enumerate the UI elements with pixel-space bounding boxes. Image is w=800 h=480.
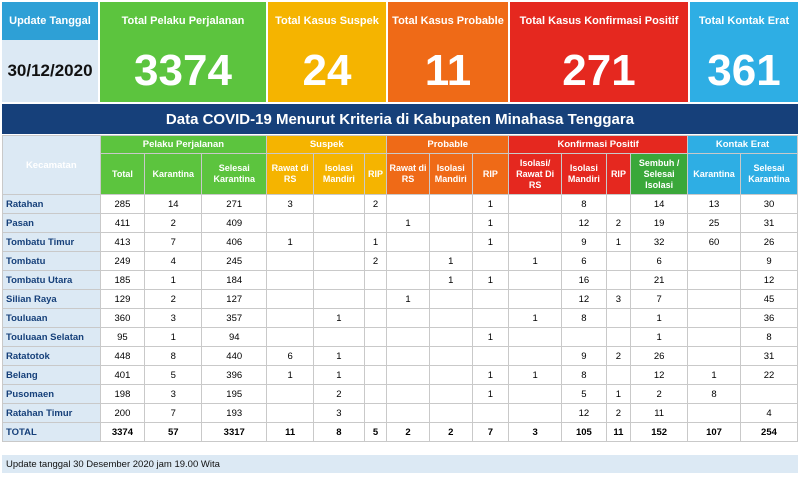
table-cell: 360	[100, 309, 145, 328]
table-cell: 1	[606, 385, 630, 404]
table-cell: 1	[509, 366, 562, 385]
table-cell	[688, 252, 741, 271]
suspek-box	[268, 2, 386, 102]
table-cell	[387, 404, 430, 423]
summary-panel	[2, 2, 798, 102]
table-cell: 25	[688, 214, 741, 233]
table-cell	[267, 290, 314, 309]
konfirmasi-value: 271	[510, 40, 688, 102]
table-row	[3, 309, 798, 328]
table-cell: 1	[387, 290, 430, 309]
table-cell: 1	[145, 328, 202, 347]
table-row	[3, 404, 798, 423]
table-cell: 12	[631, 366, 688, 385]
table-cell: 245	[202, 252, 267, 271]
table-cell: 94	[202, 328, 267, 347]
col-header: Rawat di RS	[387, 154, 430, 195]
table-cell: 12	[562, 404, 607, 423]
table-cell	[429, 195, 472, 214]
table-cell: 3374	[100, 423, 145, 442]
table-cell: 2	[145, 214, 202, 233]
update-date-box	[2, 2, 98, 102]
update-footer: Update tanggal 30 Desember 2020 jam 19.00 Wita	[2, 455, 798, 473]
table-cell: 2	[631, 385, 688, 404]
col-header: Sembuh / Selesai Isolasi	[631, 154, 688, 195]
table-cell: 8	[562, 309, 607, 328]
table-cell	[314, 252, 365, 271]
table-cell	[688, 309, 741, 328]
total-pelaku-label: Total Pelaku Perjalanan	[100, 2, 266, 40]
table-cell: 14	[145, 195, 202, 214]
col-header: Isolasi/ Rawat Di RS	[509, 154, 562, 195]
table-cell: 285	[100, 195, 145, 214]
table-cell	[429, 347, 472, 366]
table-cell: 3	[314, 404, 365, 423]
table-cell: 19	[631, 214, 688, 233]
table-cell: 2	[429, 423, 472, 442]
table-cell: 185	[100, 271, 145, 290]
table-cell	[509, 328, 562, 347]
table-cell: 3	[267, 195, 314, 214]
table-cell: 1	[631, 328, 688, 347]
table-cell	[688, 404, 741, 423]
table-cell	[364, 347, 386, 366]
kecamatan-header: Kecamatan	[3, 136, 101, 195]
table-cell	[387, 252, 430, 271]
table-row	[3, 233, 798, 252]
table-cell: 4	[145, 252, 202, 271]
table-cell: 357	[202, 309, 267, 328]
table-cell	[472, 347, 509, 366]
kecamatan-name: Belang	[3, 366, 101, 385]
table-cell	[509, 271, 562, 290]
table-cell: 2	[364, 195, 386, 214]
table-cell: 12	[562, 214, 607, 233]
table-cell: 1	[267, 233, 314, 252]
table-cell: 7	[145, 404, 202, 423]
table-cell: 1	[472, 328, 509, 347]
table-cell: 8	[314, 423, 365, 442]
table-cell: 8	[562, 195, 607, 214]
table-cell	[387, 233, 430, 252]
table-cell	[509, 347, 562, 366]
table-cell	[429, 214, 472, 233]
table-cell: 31	[740, 347, 797, 366]
col-header: RIP	[472, 154, 509, 195]
table-cell	[429, 404, 472, 423]
table-cell	[740, 385, 797, 404]
table-cell	[387, 195, 430, 214]
table-cell	[606, 271, 630, 290]
table-cell: 26	[631, 347, 688, 366]
table-cell	[429, 328, 472, 347]
table-cell	[606, 195, 630, 214]
table-cell: 12	[562, 290, 607, 309]
table-cell: 1	[145, 271, 202, 290]
table-row	[3, 385, 798, 404]
group-kontak: Kontak Erat	[688, 136, 798, 154]
kecamatan-name: Ratatotok	[3, 347, 101, 366]
table-cell: 5	[562, 385, 607, 404]
kontak-value: 361	[690, 40, 798, 102]
table-row	[3, 252, 798, 271]
table-cell	[509, 404, 562, 423]
table-cell	[267, 328, 314, 347]
total-row	[3, 423, 798, 442]
table-cell	[688, 271, 741, 290]
table-cell: 413	[100, 233, 145, 252]
total-pelaku-box	[100, 2, 266, 102]
table-cell: 9	[740, 252, 797, 271]
table-cell	[606, 252, 630, 271]
table-cell: 1	[472, 195, 509, 214]
table-cell: 3	[145, 309, 202, 328]
table-cell	[364, 385, 386, 404]
table-cell	[562, 328, 607, 347]
kecamatan-name: Silian Raya	[3, 290, 101, 309]
total-label: TOTAL	[3, 423, 101, 442]
kecamatan-name: Touluaan Selatan	[3, 328, 101, 347]
table-cell	[314, 233, 365, 252]
group-pelaku: Pelaku Perjalanan	[100, 136, 267, 154]
col-header: Selesai Karantina	[740, 154, 797, 195]
table-cell: 13	[688, 195, 741, 214]
col-header: Selesai Karantina	[202, 154, 267, 195]
table-row	[3, 214, 798, 233]
table-cell: 9	[562, 233, 607, 252]
table-cell	[364, 404, 386, 423]
table-cell	[314, 214, 365, 233]
table-cell: 3	[145, 385, 202, 404]
table-cell: 195	[202, 385, 267, 404]
konfirmasi-box	[510, 2, 688, 102]
table-cell: 1	[472, 271, 509, 290]
table-cell: 1	[509, 309, 562, 328]
kecamatan-name: Tombatu Timur	[3, 233, 101, 252]
table-cell	[267, 252, 314, 271]
update-date: 30/12/2020	[2, 40, 98, 102]
table-cell: 200	[100, 404, 145, 423]
col-header: Rawat di RS	[267, 154, 314, 195]
table-row	[3, 271, 798, 290]
table-cell: 6	[631, 252, 688, 271]
col-header: Total	[100, 154, 145, 195]
table-cell	[429, 290, 472, 309]
table-cell: 2	[314, 385, 365, 404]
table-row	[3, 366, 798, 385]
table-cell: 8	[145, 347, 202, 366]
table-cell: 440	[202, 347, 267, 366]
table-cell: 8	[688, 385, 741, 404]
table-cell: 1	[606, 233, 630, 252]
table-cell	[267, 214, 314, 233]
table-cell	[387, 366, 430, 385]
table-cell	[509, 214, 562, 233]
table-cell	[364, 328, 386, 347]
table-cell	[606, 366, 630, 385]
table-cell: 57	[145, 423, 202, 442]
table-cell: 21	[631, 271, 688, 290]
table-cell: 127	[202, 290, 267, 309]
table-cell	[472, 290, 509, 309]
page-title: Data COVID-19 Menurut Kriteria di Kabupaten Minahasa Tenggara	[2, 104, 798, 134]
col-header: Isolasi Mandiri	[314, 154, 365, 195]
table-cell	[314, 195, 365, 214]
table-cell: 11	[267, 423, 314, 442]
table-cell: 271	[202, 195, 267, 214]
table-cell: 7	[631, 290, 688, 309]
table-cell	[429, 233, 472, 252]
table-cell: 2	[606, 214, 630, 233]
konfirmasi-label: Total Kasus Konfirmasi Positif	[510, 2, 688, 40]
group-suspek: Suspek	[267, 136, 387, 154]
table-cell: 1	[429, 252, 472, 271]
table-cell	[429, 385, 472, 404]
table-cell: 12	[740, 271, 797, 290]
col-header: Karantina	[688, 154, 741, 195]
table-cell	[314, 290, 365, 309]
table-cell: 409	[202, 214, 267, 233]
table-cell: 411	[100, 214, 145, 233]
table-cell: 105	[562, 423, 607, 442]
table-cell	[509, 233, 562, 252]
table-cell: 2	[364, 252, 386, 271]
table-cell: 1	[314, 347, 365, 366]
table-cell: 184	[202, 271, 267, 290]
table-cell	[364, 309, 386, 328]
table-cell	[387, 309, 430, 328]
table-cell: 6	[267, 347, 314, 366]
table-cell: 1	[429, 271, 472, 290]
covid-data-table	[2, 135, 798, 442]
table-cell	[314, 328, 365, 347]
table-cell	[429, 366, 472, 385]
table-cell: 2	[145, 290, 202, 309]
table-cell	[364, 290, 386, 309]
probable-label: Total Kasus Probable	[388, 2, 508, 40]
table-cell: 36	[740, 309, 797, 328]
table-cell: 3317	[202, 423, 267, 442]
table-cell: 1	[472, 366, 509, 385]
kecamatan-name: Tombatu	[3, 252, 101, 271]
table-cell	[267, 385, 314, 404]
kontak-label: Total Kontak Erat	[690, 2, 798, 40]
table-cell: 30	[740, 195, 797, 214]
col-header: RIP	[364, 154, 386, 195]
table-cell	[688, 328, 741, 347]
table-cell	[364, 271, 386, 290]
table-cell: 1	[364, 233, 386, 252]
table-row	[3, 195, 798, 214]
table-cell	[429, 309, 472, 328]
table-cell	[387, 328, 430, 347]
kecamatan-name: Ratahan Timur	[3, 404, 101, 423]
table-row	[3, 290, 798, 309]
table-cell: 1	[314, 366, 365, 385]
table-cell	[387, 271, 430, 290]
table-cell: 1	[472, 385, 509, 404]
table-cell: 95	[100, 328, 145, 347]
table-cell: 8	[562, 366, 607, 385]
table-cell: 6	[562, 252, 607, 271]
table-cell	[314, 271, 365, 290]
table-cell: 3	[509, 423, 562, 442]
table-cell: 2	[387, 423, 430, 442]
table-cell	[606, 328, 630, 347]
table-cell: 1	[688, 366, 741, 385]
table-cell: 1	[509, 252, 562, 271]
table-cell: 401	[100, 366, 145, 385]
table-cell: 129	[100, 290, 145, 309]
table-cell: 4	[740, 404, 797, 423]
table-cell: 14	[631, 195, 688, 214]
total-pelaku-value: 3374	[100, 40, 266, 102]
table-cell	[267, 404, 314, 423]
table-cell: 11	[606, 423, 630, 442]
table-cell	[267, 271, 314, 290]
table-cell: 396	[202, 366, 267, 385]
probable-box	[388, 2, 508, 102]
table-cell: 1	[631, 309, 688, 328]
table-cell	[509, 385, 562, 404]
table-cell: 198	[100, 385, 145, 404]
table-cell	[688, 347, 741, 366]
col-header: Isolasi Mandiri	[562, 154, 607, 195]
table-cell: 1	[267, 366, 314, 385]
kontak-box	[690, 2, 798, 102]
table-cell: 7	[145, 233, 202, 252]
group-konfirmasi: Konfirmasi Positif	[509, 136, 688, 154]
table-row	[3, 347, 798, 366]
kecamatan-name: Pasan	[3, 214, 101, 233]
suspek-label: Total Kasus Suspek	[268, 2, 386, 40]
table-cell: 1	[387, 214, 430, 233]
suspek-value: 24	[268, 40, 386, 102]
kecamatan-name: Tombatu Utara	[3, 271, 101, 290]
table-cell: 2	[606, 404, 630, 423]
table-cell: 152	[631, 423, 688, 442]
table-cell	[267, 309, 314, 328]
table-cell	[472, 404, 509, 423]
kecamatan-name: Touluaan	[3, 309, 101, 328]
table-cell: 31	[740, 214, 797, 233]
table-cell: 448	[100, 347, 145, 366]
table-row	[3, 328, 798, 347]
table-cell: 9	[562, 347, 607, 366]
table-cell: 11	[631, 404, 688, 423]
table-cell: 22	[740, 366, 797, 385]
table-cell: 406	[202, 233, 267, 252]
table-cell: 193	[202, 404, 267, 423]
table-cell	[364, 214, 386, 233]
table-cell	[387, 385, 430, 404]
col-header: Karantina	[145, 154, 202, 195]
table-cell: 1	[472, 214, 509, 233]
table-cell	[387, 347, 430, 366]
table-cell	[509, 290, 562, 309]
table-cell	[472, 252, 509, 271]
table-cell: 2	[606, 347, 630, 366]
table-cell: 5	[145, 366, 202, 385]
table-cell: 3	[606, 290, 630, 309]
table-cell: 1	[472, 233, 509, 252]
probable-value: 11	[388, 40, 508, 102]
table-cell: 8	[740, 328, 797, 347]
table-cell	[364, 366, 386, 385]
table-cell: 254	[740, 423, 797, 442]
table-cell: 32	[631, 233, 688, 252]
table-cell: 26	[740, 233, 797, 252]
kecamatan-name: Ratahan	[3, 195, 101, 214]
col-header: Isolasi Mandiri	[429, 154, 472, 195]
table-cell: 5	[364, 423, 386, 442]
table-cell: 107	[688, 423, 741, 442]
update-label: Update Tanggal	[2, 2, 98, 40]
table-cell	[688, 290, 741, 309]
table-cell: 7	[472, 423, 509, 442]
table-cell: 249	[100, 252, 145, 271]
table-cell: 45	[740, 290, 797, 309]
table-cell: 60	[688, 233, 741, 252]
col-header: RIP	[606, 154, 630, 195]
kecamatan-name: Pusomaen	[3, 385, 101, 404]
table-cell	[606, 309, 630, 328]
group-probable: Probable	[387, 136, 509, 154]
table-cell: 1	[314, 309, 365, 328]
table-cell	[509, 195, 562, 214]
table-cell	[472, 309, 509, 328]
table-cell: 16	[562, 271, 607, 290]
